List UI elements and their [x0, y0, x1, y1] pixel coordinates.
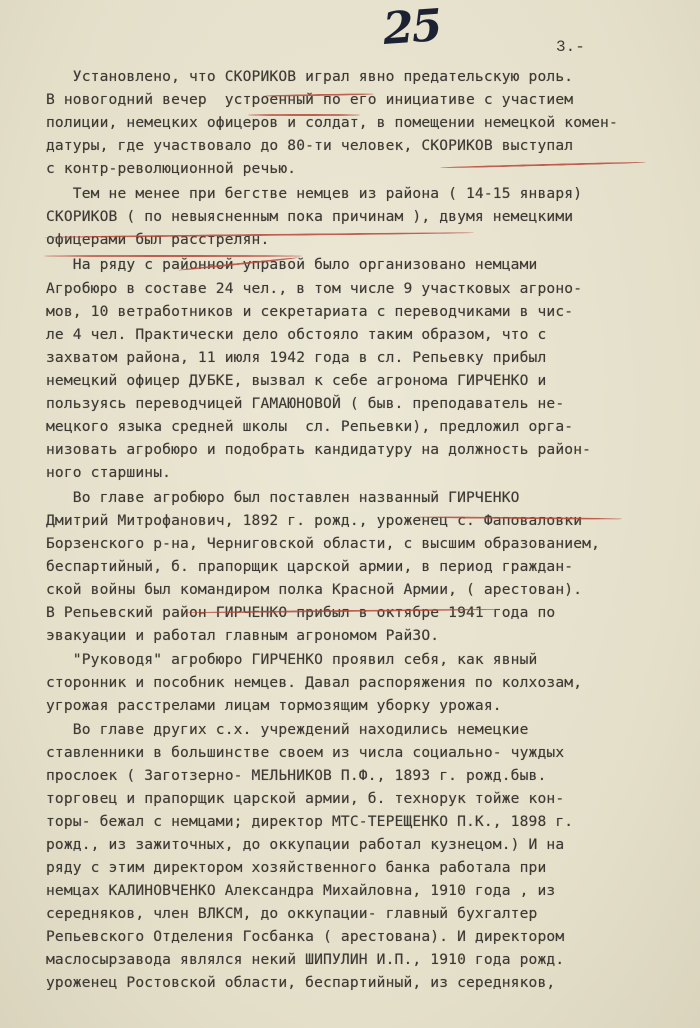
underline-mark — [248, 114, 360, 116]
text-line: прослоек ( Заготзерно- МЕЛЬНИКОВ П.Ф., 1893 г. рожд.быв. — [46, 767, 547, 784]
text-line: торговец и прапорщик царской армии, б. технорук тойже кон- — [46, 790, 565, 807]
text-line: немцах КАЛИНОВЧЕНКО Александра Михайловна, 1910 года , из — [46, 882, 556, 899]
text-line: сторонник и пособник немцев. Давал распоряжения по колхозам, — [46, 674, 583, 691]
text-line: низовать агробюро и подобрать кандидатуру на должность район- — [46, 441, 592, 458]
text-line: Во главе агробюро был поставлен названный ГИРЧЕНКО — [46, 489, 520, 506]
text-line: беспартийный, б. прапорщик царской армии, в период граждан- — [46, 558, 574, 575]
text-line: Установлено, что СКОРИКОВ играл явно предательскую роль. — [46, 68, 574, 85]
folio-number: 25 — [381, 0, 442, 55]
text-line: Борзенского р-на, Черниговской области, с высшим образованием, — [46, 535, 601, 552]
text-line: офицерами был расстрелян. — [46, 231, 270, 248]
text-line: немецкий офицер ДУБКЕ, вызвал к себе агронома ГИРЧЕНКО и — [46, 372, 547, 389]
text-line: с контр-революционной речью. — [46, 160, 297, 177]
text-line: рожд., из зажиточных, до оккупации работал кузнецом.) И на — [46, 836, 565, 853]
text-line: маслосырзавода являлся некий ШИПУЛИН И.П., 1910 года рожд. — [46, 951, 565, 968]
text-line: уроженец Ростовской области, беспартийный, из середняков, — [46, 974, 556, 991]
text-line: эвакуации и работал главным агрономом РайЗО. — [46, 627, 440, 644]
text-line: ской войны был командиром полка Красной Армии, ( арестован). — [46, 581, 583, 598]
text-line: Агробюро в составе 24 чел., в том числе 9 участковых агроно- — [46, 280, 583, 297]
text-line: пользуясь переводчицей ГАМАЮНОВОЙ ( быв. преподаватель не- — [46, 395, 565, 412]
underline-mark — [44, 255, 302, 257]
text-line: Во главе других с.х. учреждений находились немецкие — [46, 721, 529, 738]
text-line: Репьевского Отделения Госбанка ( арестована). И директором — [46, 928, 565, 945]
text-line: ле 4 чел. Практически дело обстояло таким образом, что с — [46, 326, 547, 343]
text-line: торы- бежал с немцами; директор МТС-ТЕРЕЩЕНКО П.К., 1898 г. — [46, 813, 574, 830]
text-line: ряду с этим директором хозяйственного банка работала при — [46, 859, 547, 876]
text-line: полиции, немецких офицеров и солдат, в помещении немецкой комен- — [46, 114, 618, 131]
text-line: датуры, где участвовало до 80-ти человек, СКОРИКОВ выступал — [46, 137, 574, 154]
text-line: середняков, член ВЛКСМ, до оккупации- главный бухгалтер — [46, 905, 538, 922]
text-line: "Руководя" агробюро ГИРЧЕНКО проявил себя, как явный — [46, 651, 538, 668]
text-line: ставленники в большинстве своем из числа социально- чуждых — [46, 744, 565, 761]
text-line: Дмитрий Митрофанович, 1892 г. рожд., уроженец с. Фаповаловки — [46, 512, 583, 529]
text-line: ного старшины. — [46, 464, 172, 481]
underline-mark — [440, 161, 646, 168]
text-line: захватом района, 11 июля 1942 года в сл. Репьевку прибыл — [46, 349, 547, 366]
text-line: мов, 10 ветработников и секретариата с переводчиками в чис- — [46, 303, 574, 320]
page-number: 3.- — [556, 38, 585, 56]
text-line: В новогодний вечер устроенный по его инициативе с участием — [46, 91, 574, 108]
text-line: угрожая расстрелами лицам тормозящим уборку урожая. — [46, 697, 502, 714]
text-line: СКОРИКОВ ( по невыясненным пока причинам ), двумя немецкими — [46, 208, 574, 225]
text-line: В Репьевский район ГИРЧЕНКО прибыл в октябре 1941 года по — [46, 604, 556, 621]
text-line: На ряду с районной управой было организовано немцами — [46, 256, 538, 273]
text-line: мецкого языка средней школы сл. Репьевки), предложил орга- — [46, 418, 574, 435]
text-line: Тем не менее при бегстве немцев из района ( 14-15 января) — [46, 185, 583, 202]
